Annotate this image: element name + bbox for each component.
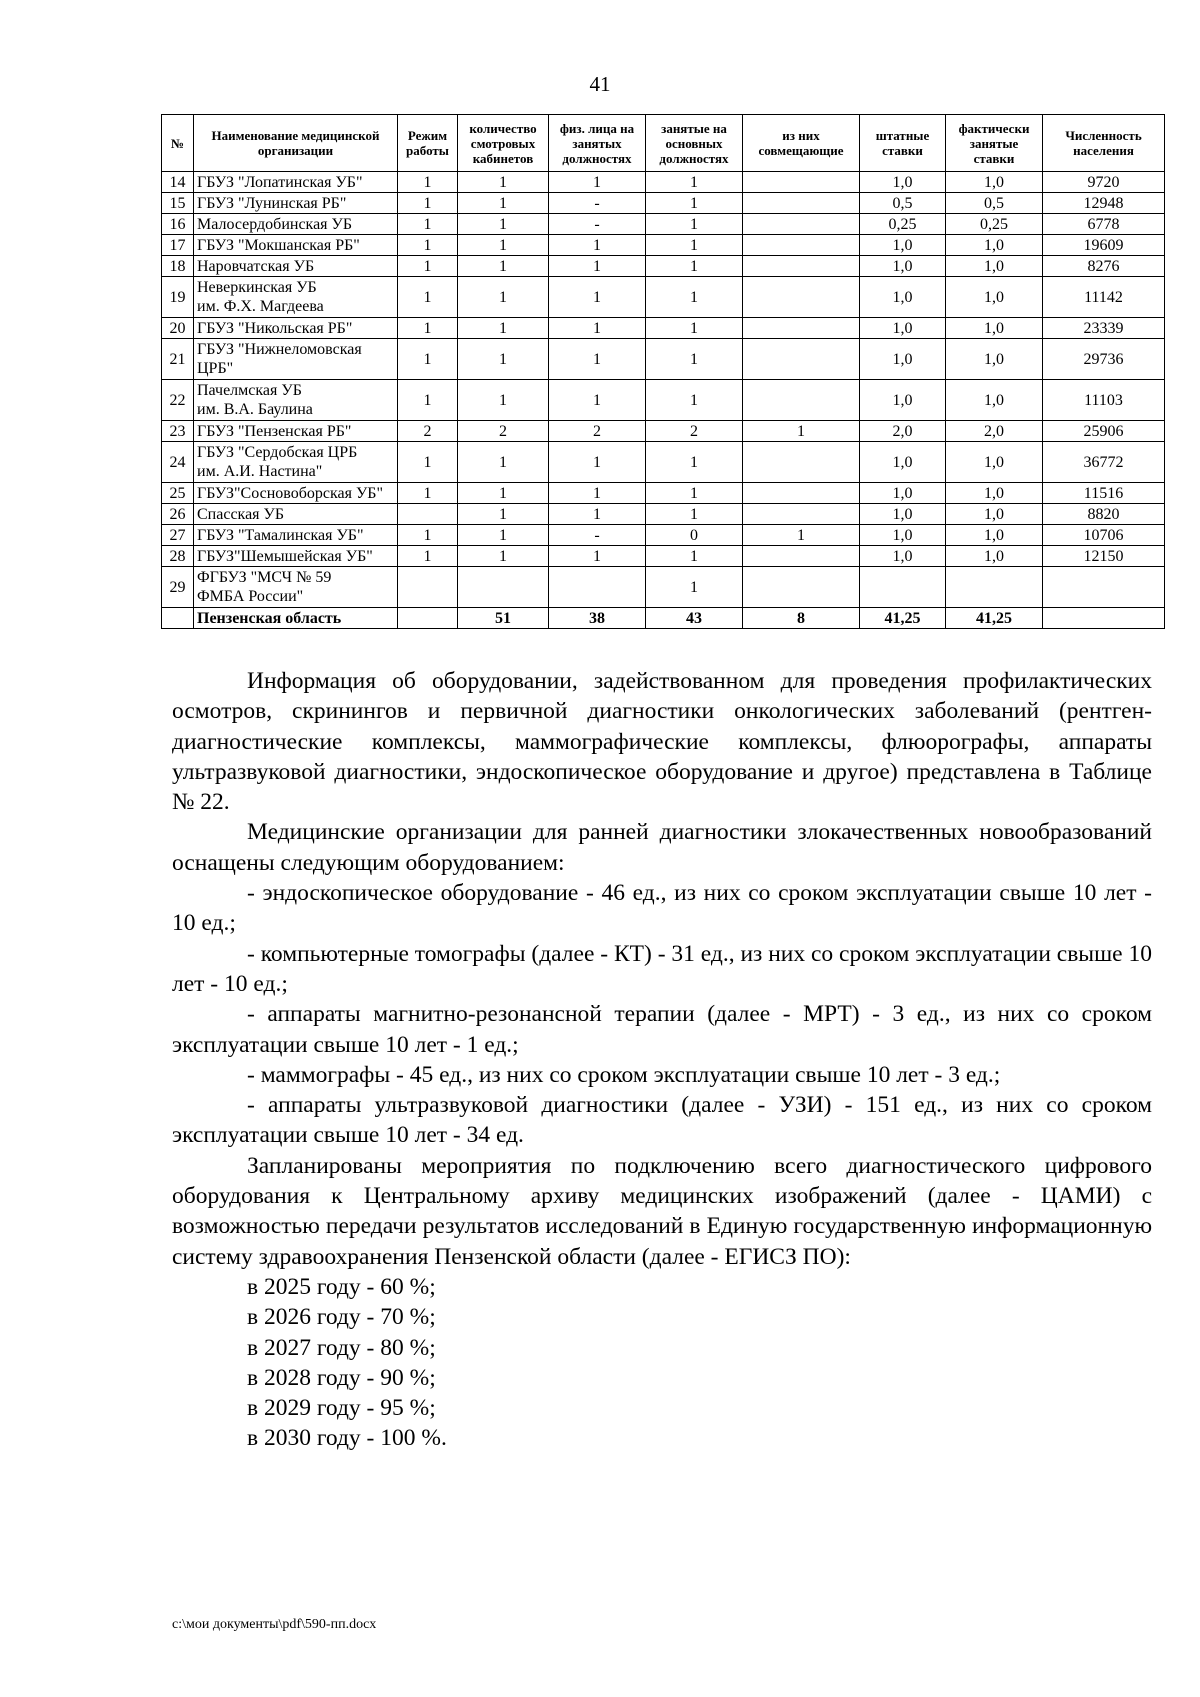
cell-mode	[398, 504, 458, 525]
table-row	[162, 525, 1165, 546]
cell-actual: 1,0	[946, 380, 1043, 421]
organization-name-line: ГБУЗ "Сердобская ЦРБ	[197, 444, 358, 461]
table-row	[162, 172, 1165, 193]
cell-persons: 1	[549, 235, 646, 256]
cell-combined: 1	[743, 421, 860, 442]
cell-main: 1	[646, 277, 743, 318]
medical-organizations-table	[161, 114, 1165, 629]
cell-actual: 2,0	[946, 421, 1043, 442]
cell-main: 1	[646, 339, 743, 380]
cell-population: 12948	[1043, 193, 1165, 214]
cell-persons: 1	[549, 442, 646, 483]
list-item-mri: - аппараты магнитно-резонансной терапии (далее - МРТ) - 3 ед., из них со сроком эксплуатации свыше 10 лет - 1 ед.;	[172, 1001, 1152, 1058]
cell-name	[194, 277, 398, 318]
cell-no: 15	[162, 193, 194, 214]
cell-actual: 0,5	[946, 193, 1043, 214]
table-body	[162, 172, 1165, 629]
cell-no: 20	[162, 318, 194, 339]
table-row	[162, 214, 1165, 235]
cell-name	[194, 172, 398, 193]
cell-population: 6778	[1043, 214, 1165, 235]
table-row	[162, 318, 1165, 339]
cell-rooms: 1	[458, 256, 549, 277]
cell-persons: 1	[549, 483, 646, 504]
cell-combined: 1	[743, 525, 860, 546]
cell-main: 0	[646, 525, 743, 546]
total-cell-rooms: 51	[458, 608, 549, 629]
cell-name	[194, 442, 398, 483]
cell-staff: 1,0	[860, 277, 946, 318]
organization-name-line: ГБУЗ "Никольская РБ"	[197, 319, 353, 337]
cell-rooms: 1	[458, 525, 549, 546]
year-target-2026: в 2026 году - 70 %;	[247, 1304, 436, 1331]
cell-mode: 1	[398, 235, 458, 256]
page-number: 41	[589, 72, 611, 96]
cell-combined	[743, 339, 860, 380]
cell-staff: 0,5	[860, 193, 946, 214]
total-cell-main: 43	[646, 608, 743, 629]
cell-combined	[743, 256, 860, 277]
list-item-ct: - компьютерные томографы (далее - КТ) - 31 ед., из них со сроком эксплуатации свыше 10 лет - 10 ед.;	[172, 940, 1152, 997]
cell-actual: 1,0	[946, 504, 1043, 525]
cell-mode: 1	[398, 546, 458, 567]
year-target-2029: в 2029 году - 95 %;	[247, 1395, 436, 1422]
cell-staff: 1,0	[860, 256, 946, 277]
organization-name-line: Наровчатская УБ	[197, 257, 315, 275]
cell-staff: 1,0	[860, 235, 946, 256]
cell-combined	[743, 567, 860, 608]
paragraph-equipment-intro: Медицинские организации для ранней диагностики злокачественных новообразований оснащены следующим оборудованием:	[172, 819, 1152, 876]
cell-rooms: 1	[458, 193, 549, 214]
table-row	[162, 504, 1165, 525]
cell-mode: 1	[398, 525, 458, 546]
table-row	[162, 193, 1165, 214]
cell-main: 1	[646, 172, 743, 193]
cell-no: 28	[162, 546, 194, 567]
header-main: занятые на основных должностях	[646, 115, 743, 172]
cell-name	[194, 546, 398, 567]
cell-mode: 1	[398, 172, 458, 193]
cell-persons: 1	[549, 318, 646, 339]
organization-name-line: Неверкинская УБ	[197, 279, 317, 296]
cell-no: 19	[162, 277, 194, 318]
cell-actual: 1,0	[946, 483, 1043, 504]
cell-main: 1	[646, 380, 743, 421]
cell-rooms: 1	[458, 172, 549, 193]
cell-staff: 1,0	[860, 504, 946, 525]
list-item-ultrasound: - аппараты ультразвуковой диагностики (далее - УЗИ) - 151 ед., из них со сроком эксплуатации свыше 10 лет - 34 ед.	[172, 1092, 1152, 1149]
cell-population: 23339	[1043, 318, 1165, 339]
cell-no: 26	[162, 504, 194, 525]
total-cell-mode	[398, 608, 458, 629]
cell-main: 1	[646, 546, 743, 567]
cell-actual: 1,0	[946, 277, 1043, 318]
cell-rooms: 1	[458, 214, 549, 235]
cell-name	[194, 525, 398, 546]
cell-staff: 1,0	[860, 172, 946, 193]
cell-name	[194, 504, 398, 525]
organization-name-line: ГБУЗ "Лунинская РБ"	[197, 194, 347, 212]
paragraph-cami-plan: Запланированы мероприятия по подключению всего диагностического цифрового оборудования к Центральному архиву медицинских изображений (далее - ЦАМИ) с возможностью передачи результатов исследований в Единую государственную информационную систему здравоохранения Пензенской области (далее - ЕГИСЗ ПО):	[172, 1152, 1152, 1270]
cell-name	[194, 483, 398, 504]
cell-staff: 1,0	[860, 483, 946, 504]
cell-main: 2	[646, 421, 743, 442]
cell-staff: 1,0	[860, 339, 946, 380]
cell-rooms: 1	[458, 483, 549, 504]
cell-mode: 1	[398, 442, 458, 483]
cell-persons: -	[549, 525, 646, 546]
table-row	[162, 256, 1165, 277]
total-cell-name: Пензенская область	[194, 608, 398, 629]
cell-staff: 1,0	[860, 546, 946, 567]
total-cell-no	[162, 608, 194, 629]
organization-name-line: ГБУЗ"Шемышейская УБ"	[197, 547, 373, 565]
cell-no: 29	[162, 567, 194, 608]
cell-actual: 1,0	[946, 172, 1043, 193]
cell-name	[194, 193, 398, 214]
cell-combined	[743, 235, 860, 256]
cell-no: 14	[162, 172, 194, 193]
cell-mode	[398, 567, 458, 608]
cell-population: 10706	[1043, 525, 1165, 546]
cell-persons: 1	[549, 339, 646, 380]
organization-name-line: ГБУЗ "Нижнеломовская	[197, 341, 362, 358]
cell-mode: 1	[398, 339, 458, 380]
cell-population: 19609	[1043, 235, 1165, 256]
cell-main: 1	[646, 483, 743, 504]
cell-staff: 2,0	[860, 421, 946, 442]
cell-population: 8276	[1043, 256, 1165, 277]
cell-rooms: 1	[458, 318, 549, 339]
cell-main: 1	[646, 442, 743, 483]
organization-name-line: ФГБУЗ "МСЧ № 59	[197, 569, 332, 586]
cell-rooms: 1	[458, 442, 549, 483]
year-target-2030: в 2030 году - 100 %.	[247, 1425, 447, 1452]
cell-population: 11516	[1043, 483, 1165, 504]
cell-no: 17	[162, 235, 194, 256]
cell-actual: 1,0	[946, 442, 1043, 483]
cell-rooms	[458, 567, 549, 608]
header-no: №	[162, 115, 194, 172]
header-population: Численность населения	[1043, 115, 1165, 172]
table-row	[162, 567, 1165, 608]
cell-persons: 1	[549, 277, 646, 318]
table-row	[162, 339, 1165, 380]
organization-name-line: ГБУЗ "Мокшанская РБ"	[197, 236, 360, 254]
table-row	[162, 277, 1165, 318]
cell-mode: 1	[398, 277, 458, 318]
cell-persons: 1	[549, 546, 646, 567]
header-name: Наименование медицинской организации	[194, 115, 398, 172]
cell-actual: 1,0	[946, 546, 1043, 567]
cell-persons: 1	[549, 380, 646, 421]
total-cell-combined: 8	[743, 608, 860, 629]
cell-rooms: 1	[458, 235, 549, 256]
total-cell-population	[1043, 608, 1165, 629]
cell-mode: 1	[398, 214, 458, 235]
cell-actual: 0,25	[946, 214, 1043, 235]
cell-name	[194, 567, 398, 608]
header-persons: физ. лица на занятых должностях	[549, 115, 646, 172]
header-rooms: количество смотровых кабинетов	[458, 115, 549, 172]
cell-rooms: 1	[458, 546, 549, 567]
cell-staff: 1,0	[860, 525, 946, 546]
organization-name-line: ФМБА России"	[197, 588, 304, 605]
organization-name-line: ГБУЗ"Сосновоборская УБ"	[197, 484, 383, 502]
cell-staff: 1,0	[860, 318, 946, 339]
body-text	[172, 666, 1152, 1454]
cell-actual	[946, 567, 1043, 608]
cell-name	[194, 256, 398, 277]
cell-actual: 1,0	[946, 339, 1043, 380]
cell-population: 8820	[1043, 504, 1165, 525]
cell-staff: 1,0	[860, 380, 946, 421]
total-cell-actual: 41,25	[946, 608, 1043, 629]
cell-main: 1	[646, 256, 743, 277]
cell-persons: 1	[549, 256, 646, 277]
cell-mode: 1	[398, 256, 458, 277]
cell-actual: 1,0	[946, 256, 1043, 277]
cell-persons: -	[549, 193, 646, 214]
cell-main: 1	[646, 193, 743, 214]
table-row	[162, 235, 1165, 256]
cell-combined	[743, 483, 860, 504]
cell-combined	[743, 546, 860, 567]
cell-population: 29736	[1043, 339, 1165, 380]
cell-main: 1	[646, 235, 743, 256]
cell-name	[194, 318, 398, 339]
cell-mode: 1	[398, 193, 458, 214]
table-row	[162, 546, 1165, 567]
cell-combined	[743, 193, 860, 214]
cell-mode: 1	[398, 318, 458, 339]
list-item-mammography: - маммографы - 45 ед., из них со сроком эксплуатации свыше 10 лет - 3 ед.;	[247, 1061, 1001, 1088]
cell-no: 23	[162, 421, 194, 442]
cell-population: 11142	[1043, 277, 1165, 318]
header-staff: штатные ставки	[860, 115, 946, 172]
cell-main: 1	[646, 567, 743, 608]
cell-population: 9720	[1043, 172, 1165, 193]
cell-name	[194, 421, 398, 442]
cell-no: 21	[162, 339, 194, 380]
file-path-footer: c:\мои документы\pdf\590-пп.docx	[172, 1617, 377, 1632]
cell-no: 24	[162, 442, 194, 483]
cell-actual: 1,0	[946, 318, 1043, 339]
cell-no: 27	[162, 525, 194, 546]
table-row	[162, 421, 1165, 442]
cell-name	[194, 235, 398, 256]
cell-combined	[743, 442, 860, 483]
cell-rooms: 1	[458, 504, 549, 525]
cell-mode: 1	[398, 483, 458, 504]
cell-combined	[743, 380, 860, 421]
cell-combined	[743, 214, 860, 235]
year-target-2028: в 2028 году - 90 %;	[247, 1364, 436, 1391]
organization-name-line: Малосердобинская УБ	[197, 215, 353, 233]
cell-main: 1	[646, 504, 743, 525]
cell-actual: 1,0	[946, 235, 1043, 256]
cell-staff: 0,25	[860, 214, 946, 235]
cell-rooms: 1	[458, 277, 549, 318]
list-item-endoscopy: - эндоскопическое оборудование - 46 ед., из них со сроком эксплуатации свыше 10 лет - 10 ед.;	[172, 880, 1152, 937]
organization-name-line: ГБУЗ "Тамалинская УБ"	[197, 526, 364, 544]
year-target-2027: в 2027 году - 80 %;	[247, 1334, 436, 1361]
table-row	[162, 483, 1165, 504]
table-total-row	[162, 608, 1165, 629]
cell-rooms: 1	[458, 339, 549, 380]
cell-combined	[743, 277, 860, 318]
cell-main: 1	[646, 214, 743, 235]
total-cell-staff: 41,25	[860, 608, 946, 629]
cell-persons: -	[549, 214, 646, 235]
cell-name	[194, 339, 398, 380]
header-actual: фактически занятые ставки	[946, 115, 1043, 172]
cell-combined	[743, 504, 860, 525]
organization-name-line: ЦРБ"	[197, 360, 234, 377]
header-combined: из них совмещающие	[743, 115, 860, 172]
cell-actual: 1,0	[946, 525, 1043, 546]
cell-no: 22	[162, 380, 194, 421]
cell-combined	[743, 172, 860, 193]
cell-population: 25906	[1043, 421, 1165, 442]
cell-mode: 1	[398, 380, 458, 421]
cell-population: 11103	[1043, 380, 1165, 421]
paragraph-equipment-info: Информация об оборудовании, задействованном для проведения профилактических осмотров, скринингов и первичной диагностики онкологических заболеваний (рентген-диагностические комплексы, маммографические комплексы, флюорографы, аппараты ультразвуковой диагностики, эндоскопическое оборудование и другое) представлена в Таблице № 22.	[172, 668, 1152, 816]
cell-persons: 1	[549, 172, 646, 193]
cell-population	[1043, 567, 1165, 608]
cell-population: 12150	[1043, 546, 1165, 567]
table-row	[162, 442, 1165, 483]
cell-persons: 2	[549, 421, 646, 442]
organization-name-line: Спасская УБ	[197, 505, 285, 523]
cell-rooms: 2	[458, 421, 549, 442]
cell-no: 25	[162, 483, 194, 504]
cell-staff	[860, 567, 946, 608]
organization-name-line: им. В.А. Баулина	[197, 401, 313, 418]
organization-name-line: им. Ф.Х. Магдеева	[197, 298, 324, 315]
cell-population: 36772	[1043, 442, 1165, 483]
cell-combined	[743, 318, 860, 339]
organization-name-line: Пачелмская УБ	[197, 382, 302, 399]
total-cell-persons: 38	[549, 608, 646, 629]
table-row	[162, 380, 1165, 421]
cell-main: 1	[646, 318, 743, 339]
year-target-2025: в 2025 году - 60 %;	[247, 1273, 436, 1300]
cell-name	[194, 380, 398, 421]
table-header-row	[162, 115, 1165, 172]
cell-mode: 2	[398, 421, 458, 442]
header-mode: Режим работы	[398, 115, 458, 172]
cell-staff: 1,0	[860, 442, 946, 483]
organization-name-line: им. А.И. Настина"	[197, 463, 323, 480]
organization-name-line: ГБУЗ "Лопатинская УБ"	[197, 173, 363, 191]
cell-no: 16	[162, 214, 194, 235]
cell-rooms: 1	[458, 380, 549, 421]
cell-name	[194, 214, 398, 235]
cell-persons: 1	[549, 504, 646, 525]
cell-persons	[549, 567, 646, 608]
organization-name-line: ГБУЗ "Пензенская РБ"	[197, 422, 352, 440]
cell-no: 18	[162, 256, 194, 277]
